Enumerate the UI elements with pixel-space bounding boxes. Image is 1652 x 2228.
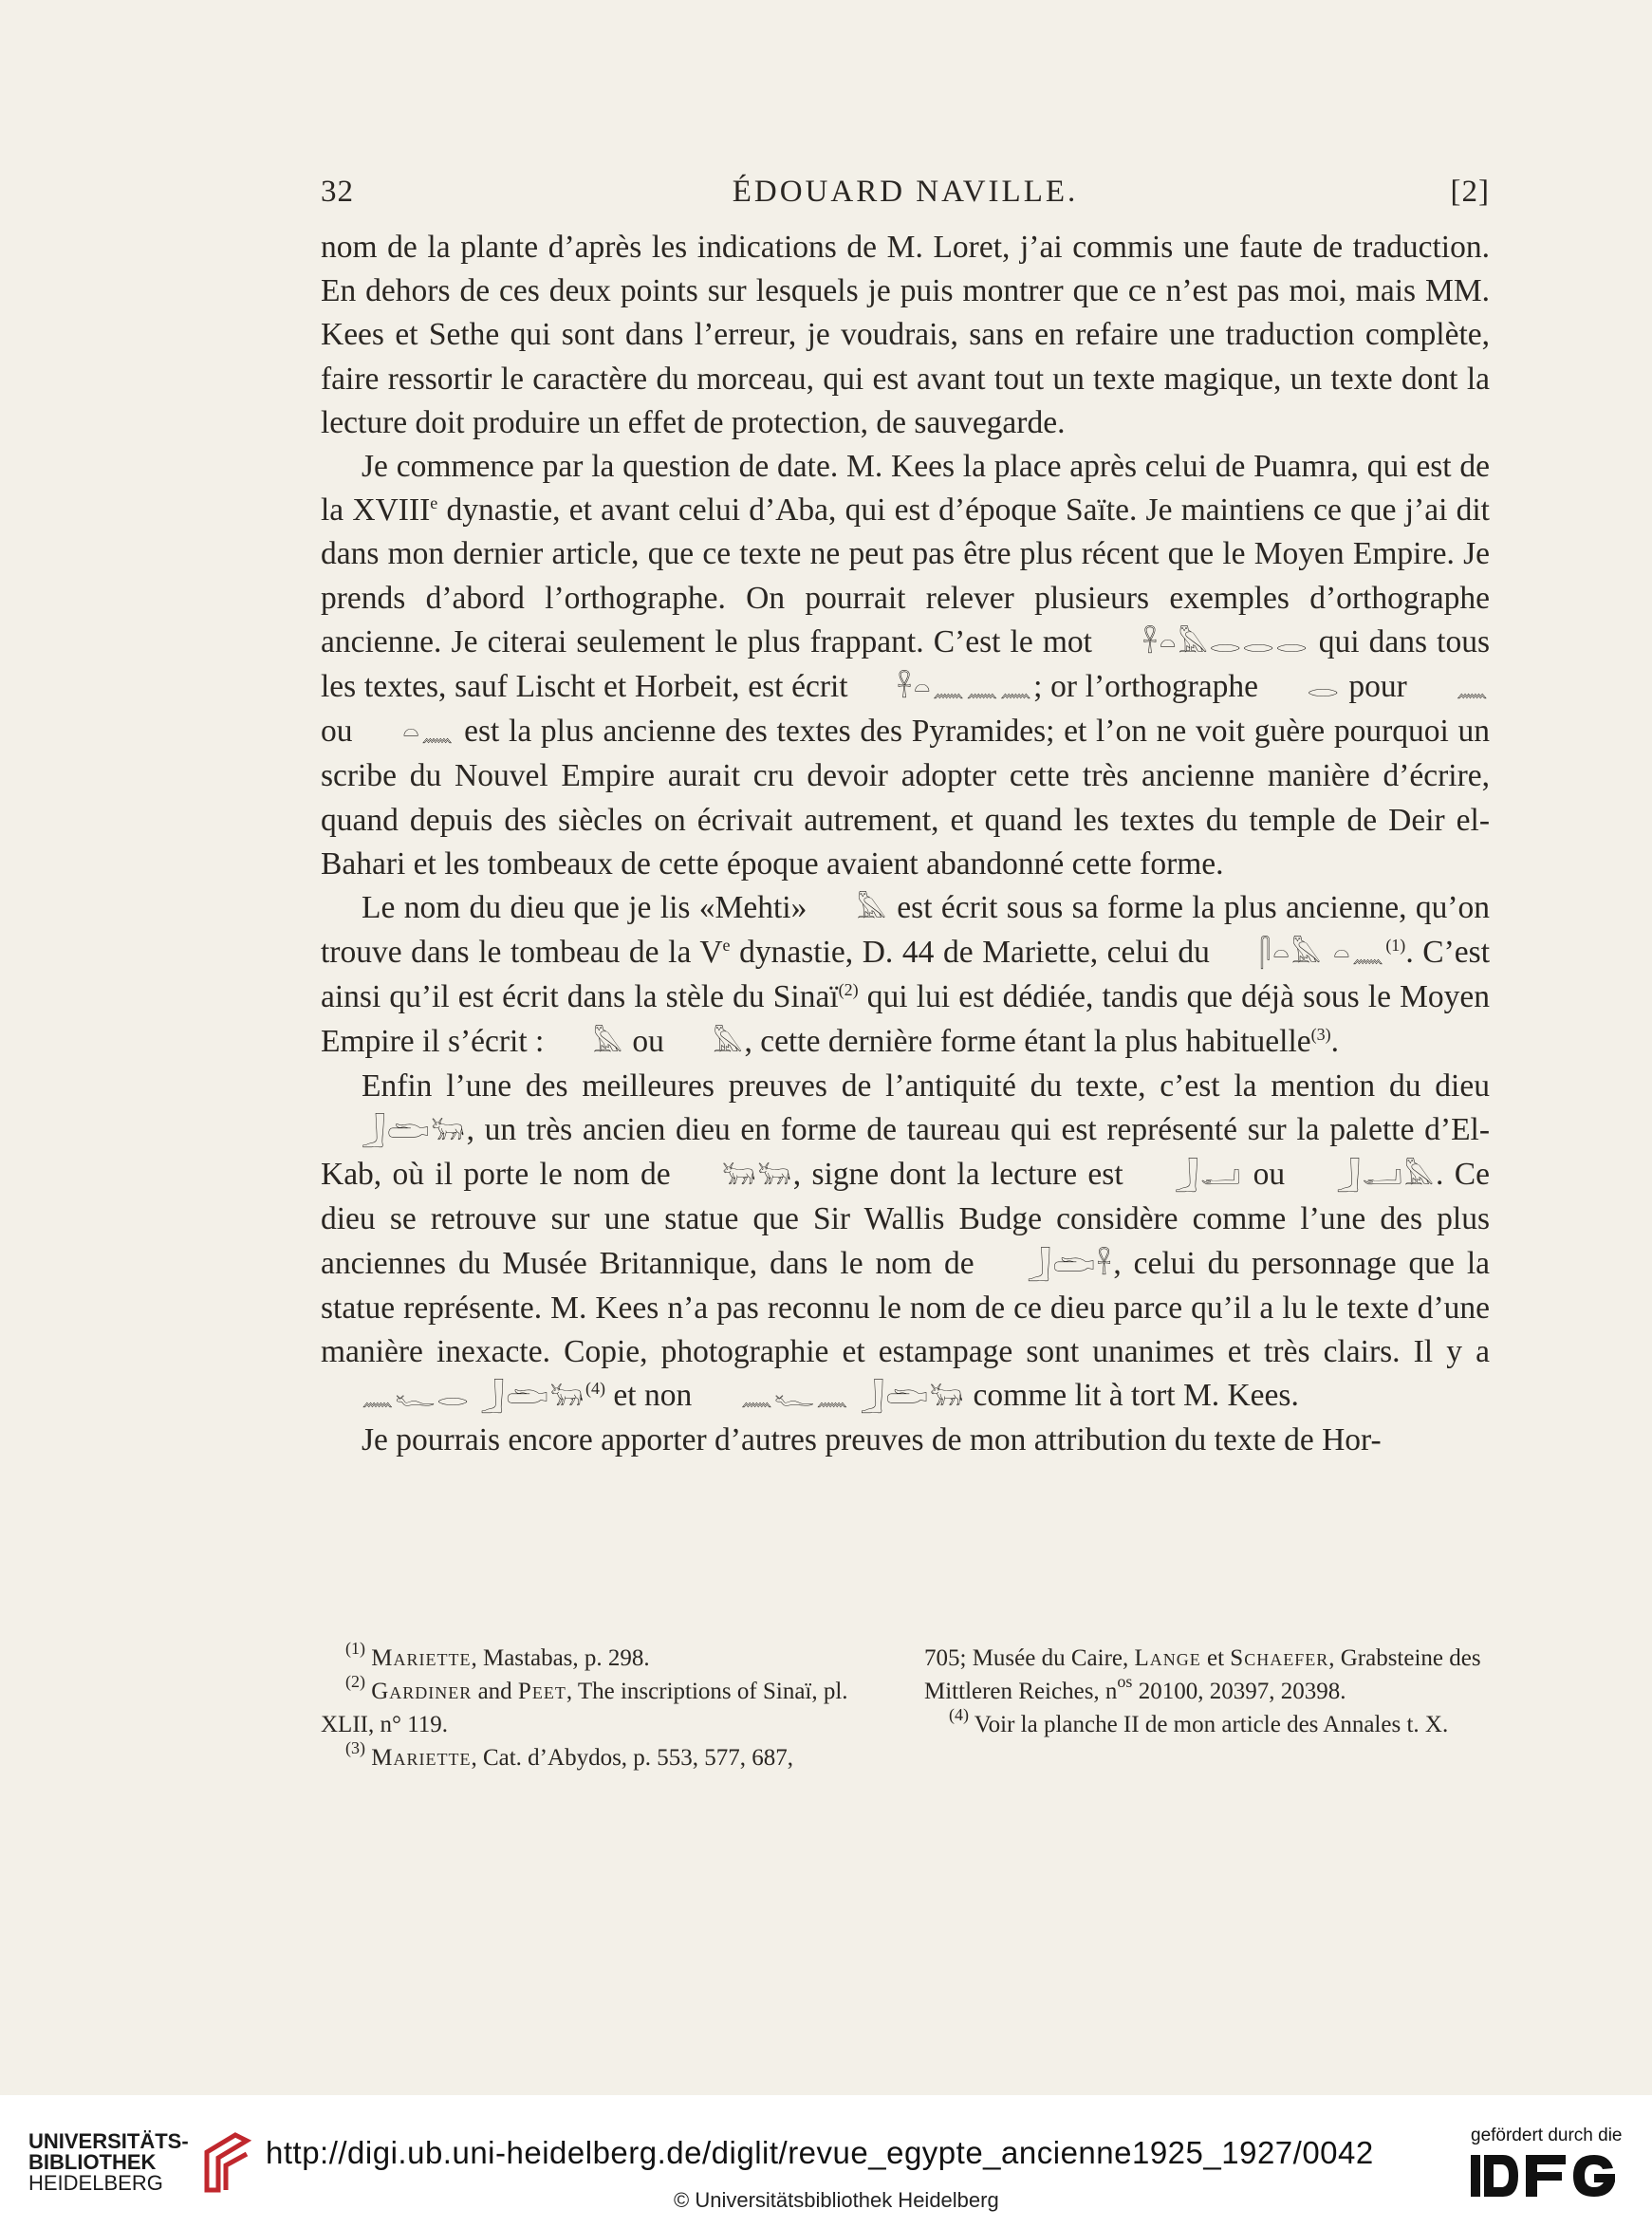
hieroglyph-group: 𓂋 [1307, 672, 1341, 704]
author-name: Mariette [371, 1745, 472, 1771]
hieroglyph-group: 𓃀𓂝 [1175, 1160, 1243, 1192]
footnote-number: (2) [345, 1672, 365, 1691]
footnote-3-continued [924, 1642, 1490, 1708]
hieroglyph-group: 𓋹𓏏𓅓𓂋𓂋𓂋 [1142, 626, 1309, 659]
superscript: os [1117, 1672, 1133, 1691]
text-span: et [1200, 1645, 1231, 1671]
text-span: , The inscriptions of Sinaï, pl. XLII, n° 119. [321, 1679, 848, 1737]
text-span: Enfin l’une des meilleures preuves de l’antiquité du texte, c’est la mention du dieu [362, 1068, 1490, 1104]
text-span: , un très ancien dieu en forme de taureau qui est représenté sur la palette d’El-Kab, où il porte le nom de [321, 1112, 1490, 1193]
text-span: 705; Musée du Caire, [924, 1645, 1135, 1671]
text-span: Je commence par la question de date. M. Kees la place après celui de Puamra, qui est de la XVIII [321, 449, 1490, 529]
hieroglyph-group: 𓅓 [592, 1026, 624, 1058]
footnote-number: (4) [949, 1705, 969, 1724]
footnote-4 [924, 1705, 1490, 1741]
text-span: 20100, 20397, 20398. [1132, 1679, 1346, 1704]
text-span: , cette dernière forme étant la plus habituelle [744, 1023, 1311, 1059]
logo-line: BIBLIOTHEK [28, 2150, 157, 2174]
author-name: Peet [517, 1679, 566, 1704]
text-span: qui lui est dédiée, tandis que déjà sous le Moyen Empire il s’écrit : [321, 979, 1490, 1059]
permalink-url[interactable]: http://digi.ub.uni-heidelberg.de/diglit/revue_egypte_ancienne1925_1927/0042 [266, 2135, 1374, 2170]
logo-line: HEIDELBERG [28, 2171, 163, 2195]
copyright-notice: © Universitätsbibliothek Heidelberg [674, 2188, 999, 2212]
text-span: and [472, 1679, 518, 1704]
author-name: Schaefer [1230, 1645, 1329, 1671]
author-name: Lange [1134, 1645, 1201, 1671]
paragraph-2 [321, 445, 1490, 886]
footnote-ref: (4) [585, 1379, 606, 1399]
text-span: Voir la planche II de mon article des Annales t. X. [969, 1712, 1449, 1737]
footnotes-right-column [924, 1642, 1490, 1741]
hieroglyph-group: 𓈖 [1456, 672, 1490, 704]
logo-text [28, 2131, 189, 2194]
page-header [321, 175, 1490, 216]
paragraph-5: Je pourrais encore apporter d’autres preuves de mon attribution du texte de Hor- [362, 1422, 1382, 1458]
paragraph-4 [321, 1065, 1490, 1420]
footnote-number: (1) [345, 1639, 365, 1658]
text-span: Le nom du dieu que je lis «Mehti» [362, 890, 816, 926]
text-span: , signe dont la lecture est [792, 1157, 1134, 1193]
footnote-3 [321, 1738, 886, 1774]
author-name: Mariette [371, 1645, 472, 1671]
superscript: e [722, 936, 731, 956]
footnotes-left-column [321, 1639, 886, 1774]
university-library-logo[interactable] [28, 2131, 256, 2198]
text-span: dynastie, D. 44 de Mariette, celui du [730, 935, 1219, 971]
hieroglyph-group: 𓏏𓈖 [402, 716, 455, 749]
text-span: qui dans tous les textes, sauf Lischt et Horbeit, est écrit [321, 623, 1491, 705]
text-span: dynastie, et avant celui d’Aba, qui est d’époque Saïte. Je maintiens ce que j’ai dit dans mon dernier article, que ce texte ne peut pas être plus récent que le Moyen Empire. Je prends d’abord l’orthographe. On pourrait relever plusieurs exemples d’orthographe ancienne. Je citerai seulement le plus frappant. C’est le mot [321, 492, 1490, 659]
text-span: , Mastabas, p. 298. [471, 1645, 650, 1671]
text-span: , Grabsteine des Mittleren Reiches, n [924, 1645, 1481, 1704]
footnote-ref: (3) [1310, 1024, 1331, 1044]
text-span: et non [605, 1378, 700, 1414]
viewer-footer [0, 2095, 1652, 2228]
hieroglyph-group: 𓅓 [856, 893, 888, 925]
hieroglyph-group: 𓈖𓆑𓈖 𓃀𓂧𓃒 [740, 1381, 966, 1413]
superscript: e [430, 493, 438, 513]
hieroglyph-group: 𓅓 [713, 1026, 745, 1058]
text-span: . C’est ainsi qu’il est écrit dans la stèle du Sinaï [321, 935, 1491, 1015]
logo-line: UNIVERSITÄTS- [28, 2129, 189, 2153]
footnote-ref: (2) [838, 980, 859, 1000]
running-title: ÉDOUARD NAVILLE. [732, 175, 1079, 209]
text-span: ou [1242, 1157, 1296, 1193]
text-span: comme lit à tort M. Kees. [965, 1378, 1299, 1414]
section-number: [2] [1450, 175, 1490, 209]
text-span: , Cat. d’Abydos, p. 553, 577, 687, [471, 1745, 794, 1771]
hieroglyph-group: 𓃀𓂧𓃒 [362, 1115, 467, 1147]
hieroglyph-group: 𓃀𓂧𓋹 [1027, 1248, 1114, 1280]
text-span: . Ce dieu se retrouve sur une statue que Sir Wallis Budge considère comme l’une des plus anciennes du Musée Britannique, dans le nom de [321, 1157, 1490, 1281]
footnotes [321, 1639, 1490, 1793]
footnote-1 [321, 1639, 886, 1675]
hieroglyph-group: 𓈖𓆑𓂋 𓃀𓂧𓃒 [362, 1381, 586, 1413]
footnote-ref: (1) [1385, 936, 1406, 956]
main-text [321, 226, 1490, 1463]
text-span: est écrit sous sa forme la plus ancienne, qu’on trouve dans le tombeau de la V [321, 890, 1490, 971]
text-span: pour [1340, 669, 1416, 705]
hieroglyph-group: 𓃒𓃒 [721, 1160, 793, 1192]
text-span: ; or l’orthographe [1033, 669, 1267, 705]
paragraph-1: nom de la plante d’après les indications de M. Loret, j’ai commis une faute de traduction. En dehors de ces deux points sur lesquels je puis montrer que ce n’est pas moi, mais MM. Kees et Sethe qui sont dans l’erreur, je voudrais, sans en refaire une traduction complète, faire ressortir le caractère du morceau, qui est avant tout un texte magique, un texte dont la lecture doit produire un effet de protection, de sauvegarde. [321, 230, 1490, 440]
library-emblem-icon [197, 2131, 254, 2198]
text-span: , celui du personnage que la statue représente. M. Kees n’a pas reconnu le nom de ce dieu parce qu’il a lu le texte d’une manière inexacte. Copie, photographie et estampage sont unanimes et très clairs. Il y a [321, 1245, 1490, 1370]
author-name: Gardiner [371, 1679, 473, 1704]
text-span: ou [321, 714, 362, 750]
dfg-logo-icon[interactable] [1471, 2147, 1627, 2204]
paragraph-3 [321, 886, 1490, 1065]
footnote-number: (3) [345, 1738, 365, 1757]
page-number: 32 [321, 175, 354, 209]
text-span: ou [623, 1023, 673, 1059]
text-span: est la plus ancienne des textes des Pyramides; et l’on ne voit guère pourquoi un scribe du Nouvel Empire aurait cru devoir adopter cette très ancienne manière d’écrire, quand depuis des siècles on écrivait autrement, et quand les textes du temple de Deir el-Bahari et les tombeaux de cette époque avaient abandonné cette forme. [321, 714, 1491, 882]
hieroglyph-group: 𓃀𓂝𓅓 [1336, 1160, 1437, 1192]
hieroglyph-group: 𓋹𓏏𓈖𓈖𓈖 [897, 672, 1034, 704]
text-span: . [1330, 1023, 1340, 1059]
footnote-2 [321, 1672, 886, 1741]
hieroglyph-group: 𓋴𓏏𓅓 𓏏𓈖 [1259, 938, 1386, 970]
funding-label: gefördert durch die [1471, 2126, 1623, 2145]
